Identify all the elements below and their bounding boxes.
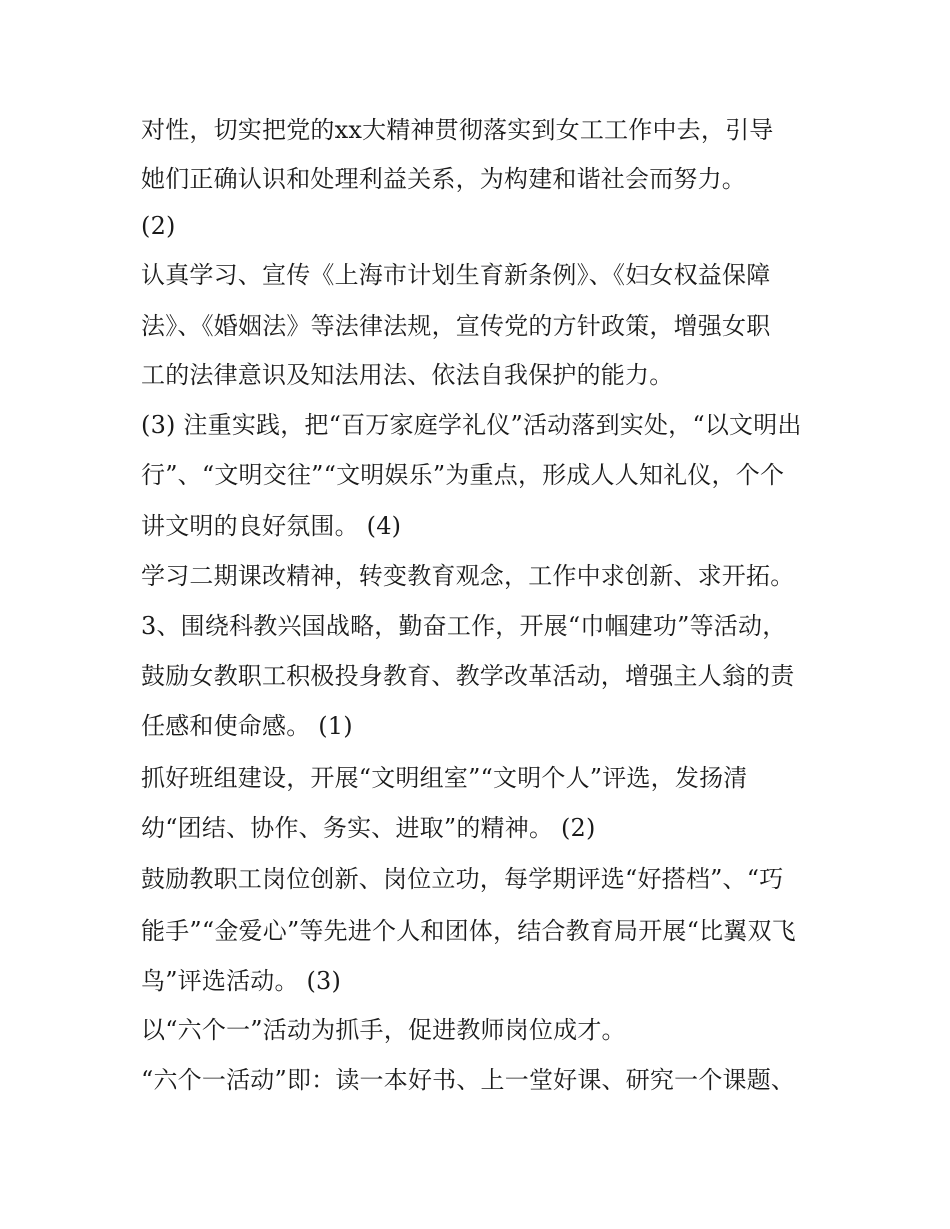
text-line: 工的法律意识及知法用法、依法自我保护的能力。 xyxy=(141,361,674,389)
text-line: (3) 注重实践，把“百万家庭学礼仪”活动落到实处，“以文明出 xyxy=(141,411,802,439)
text-line: 讲文明的良好氛围。 (4) xyxy=(141,512,402,540)
text-line: 行”、“文明交往”“文明娱乐”为重点，形成人人知礼仪，个个 xyxy=(141,461,785,489)
text-line: 鼓励女教职工积极投身教育、教学改革活动，增强主人翁的责 xyxy=(141,662,795,690)
text-line: 对性，切实把党的xx大精神贯彻落实到女工工作中去，引导 xyxy=(141,116,774,144)
text-line: 能手”“金爱心”等先进个人和团体，结合教育局开展“比翼双飞 xyxy=(141,917,796,945)
text-line: 以“六个一”活动为抓手，促进教师岗位成才。 xyxy=(141,1016,626,1044)
text-line: “六个一活动”即：读一本好书、上一堂好课、研究一个课题、 xyxy=(141,1066,796,1094)
text-line: 鸟”评选活动。 (3) xyxy=(141,967,342,995)
text-line: 她们正确认识和处理利益关系，为构建和谐社会而努力。 xyxy=(141,165,746,193)
text-line: (2) xyxy=(141,212,176,240)
text-line: 任感和使命感。 (1) xyxy=(141,712,353,740)
text-line: 抓好班组建设，开展“文明组室”“文明个人”评选，发扬清 xyxy=(141,764,748,792)
text-line: 认真学习、宣传《上海市计划生育新条例》、《妇女权益保障 xyxy=(141,261,771,289)
text-line: 鼓励教职工岗位创新、岗位立功，每学期评选“好搭档”、“巧 xyxy=(141,865,784,893)
text-line: 法》、《婚姻法》等法律法规，宣传党的方针政策，增强女职 xyxy=(141,312,771,340)
text-line: 学习二期课改精神，转变教育观念，工作中求创新、求开拓。 xyxy=(141,562,795,590)
text-line: 幼“团结、协作、务实、进取”的精神。 (2) xyxy=(141,814,596,842)
text-line: 3、围绕科教兴国战略，勤奋工作，开展“巾帼建功”等活动， xyxy=(141,612,787,640)
